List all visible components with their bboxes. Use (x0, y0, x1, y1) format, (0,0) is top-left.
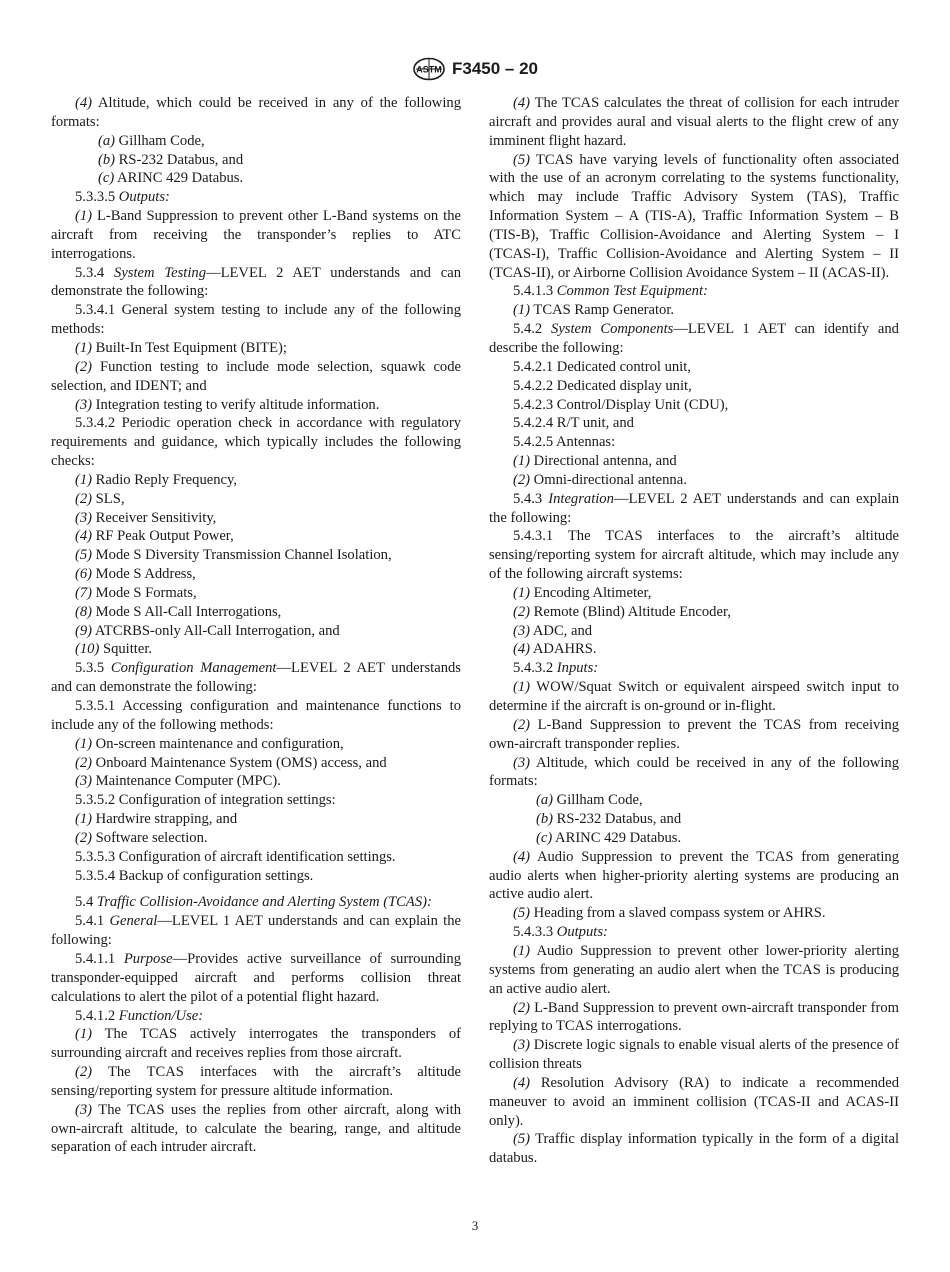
paragraph (489, 301, 899, 320)
list-marker: (5) (75, 547, 93, 564)
paragraph-text: Hardwire strapping, and (92, 811, 238, 828)
paragraph (51, 94, 461, 132)
paragraph-text: Function testing to include mode selection, squawk code selection, and IDENT; and (51, 358, 461, 394)
list-marker: (5) (513, 151, 531, 168)
section-heading: System Components (551, 321, 674, 338)
paragraph-text: Built-In Test Equipment (BITE); (92, 339, 287, 356)
list-marker: (1) (513, 942, 531, 959)
astm-logo-icon (412, 57, 446, 81)
paragraph-text: Discrete logic signals to enable visual alerts of the presence of collision threats (489, 1037, 899, 1073)
list-marker: (2) (75, 1064, 93, 1081)
paragraph (51, 1063, 461, 1101)
list-marker: (9) (75, 622, 93, 639)
section-number: 5.4.3.2 (513, 660, 557, 677)
list-marker: (1) (75, 339, 93, 356)
paragraph-text: Control/Display Unit (CDU), (556, 396, 729, 413)
list-marker: (10) (75, 641, 100, 658)
paragraph (51, 358, 461, 396)
paragraph-text: Configuration of aircraft identification settings. (118, 848, 396, 865)
paragraph (51, 640, 461, 659)
left-column (51, 94, 461, 1157)
paragraph (51, 1007, 461, 1026)
section-number: 5.4.2.3 (513, 396, 557, 413)
section-number: 5.4.1.2 (75, 1007, 119, 1024)
list-marker: (7) (75, 584, 93, 601)
paragraph-text: —LEVEL 2 AET understands and can demonstrate the following: (51, 660, 461, 696)
paragraph (51, 829, 461, 848)
paragraph (51, 471, 461, 490)
section-number: 5.3.5.2 (75, 792, 119, 809)
list-marker: (3) (513, 622, 531, 639)
list-marker: (a) (98, 132, 116, 149)
list-marker: (2) (513, 603, 531, 620)
paragraph (489, 358, 899, 377)
paragraph-text: Mode S Diversity Transmission Channel Isolation, (92, 547, 392, 564)
paragraph (489, 791, 899, 810)
section-number: 5.4.3.1 (513, 528, 568, 545)
list-marker: (1) (513, 679, 531, 696)
paragraph (489, 282, 899, 301)
paragraph-text: Squitter. (99, 641, 153, 658)
paragraph (51, 791, 461, 810)
list-marker: (4) (75, 95, 93, 111)
paragraph-text: On-screen maintenance and configuration, (92, 735, 344, 752)
section-number: 5.3.5 (75, 660, 111, 677)
paragraph-text: ADC, and (530, 622, 593, 639)
paragraph (489, 584, 899, 603)
list-marker: (1) (75, 735, 93, 752)
paragraph (51, 301, 461, 339)
paragraph-text: Maintenance Computer (MPC). (92, 773, 281, 790)
paragraph (489, 1074, 899, 1131)
paragraph-text: The TCAS calculates the threat of collision for each intruder aircraft and provides aural and visual alerts to the flight crew of any imminent flight hazard. (489, 95, 899, 149)
paragraph (489, 659, 899, 678)
paragraph-text: L-Band Suppression to prevent own-aircraft transponder from replying to TCAS interrogations. (489, 999, 899, 1035)
paragraph-text: Gillham Code, (115, 132, 205, 149)
paragraph (51, 603, 461, 622)
list-marker: (3) (513, 754, 531, 771)
paragraph (51, 132, 461, 151)
paragraph (51, 754, 461, 773)
list-marker: (c) (98, 170, 115, 187)
paragraph (51, 810, 461, 829)
paragraph (489, 1130, 899, 1168)
paragraph (51, 207, 461, 264)
paragraph (489, 151, 899, 283)
paragraph-text: ADAHRS. (530, 641, 597, 658)
paragraph (51, 1101, 461, 1158)
document-designation: F3450 – 20 (451, 59, 538, 78)
section-number: 5.4.2 (513, 321, 552, 338)
paragraph (489, 396, 899, 415)
paragraph (489, 603, 899, 622)
section-number: 5.4.1.1 (75, 950, 124, 967)
section-heading: Integration (548, 490, 614, 507)
section-number: 5.4.2.4 (513, 415, 557, 432)
paragraph-text: L-Band Suppression to prevent other L-Band systems on the aircraft from receiving the transponder’s replies to ATC interrogations. (51, 208, 461, 262)
paragraph-text: The TCAS actively interrogates the transponders of surrounding aircraft and receives replies from those aircraft. (51, 1026, 461, 1062)
list-marker: (3) (75, 1101, 93, 1118)
paragraph (489, 433, 899, 452)
list-marker: (1) (513, 453, 531, 470)
section-heading: Function/Use: (118, 1007, 204, 1024)
list-marker: (4) (513, 95, 531, 111)
section-number: 5.4.2.1 (513, 358, 557, 375)
paragraph (51, 697, 461, 735)
list-marker: (c) (536, 829, 553, 846)
list-marker: (3) (75, 396, 93, 413)
paragraph-text: Receiver Sensitivity, (92, 509, 217, 526)
paragraph-text: R/T unit, and (556, 415, 634, 432)
paragraph-text: Altitude, which could be received in any of the following formats: (51, 95, 461, 130)
list-marker: (2) (513, 716, 531, 733)
paragraph (489, 904, 899, 923)
paragraph (51, 950, 461, 1007)
paragraph-text: —Provides active surveillance of surrounding transponder-equipped aircraft and performs collision threat calculations to alert the pilot of a potential flight hazard. (51, 950, 462, 1005)
section-heading: Traffic Collision-Avoidance and Alerting System (TCAS): (96, 894, 432, 911)
list-marker: (1) (75, 471, 93, 488)
paragraph-text: Periodic operation check in accordance with regulatory requirements and guidance, which typically includes the following checks: (51, 415, 462, 470)
paragraph (51, 659, 461, 697)
paragraph (51, 622, 461, 641)
paragraph-text: The TCAS interfaces with the aircraft’s altitude sensing/reporting system for pressure altitude information. (51, 1064, 461, 1099)
list-marker: (4) (513, 1074, 531, 1091)
list-marker: (3) (75, 773, 93, 790)
paragraph (51, 1025, 461, 1063)
list-marker: (3) (513, 1037, 531, 1054)
list-marker: (4) (513, 848, 531, 865)
paragraph (51, 527, 461, 546)
paragraph (51, 414, 461, 471)
section-number: 5.4.3.3 (513, 924, 557, 941)
paragraph-text: Mode S All-Call Interrogations, (92, 603, 282, 620)
paragraph (51, 912, 461, 950)
paragraph (489, 377, 899, 396)
section-heading: Outputs: (118, 189, 170, 206)
list-marker: (2) (513, 471, 531, 488)
paragraph-text: —LEVEL 1 AET can identify and describe the following: (489, 321, 899, 356)
paragraph (489, 754, 899, 792)
list-marker: (a) (536, 792, 554, 809)
paragraph-text: Remote (Blind) Altitude Encoder, (530, 603, 731, 620)
section-heading: Outputs: (556, 924, 608, 941)
paragraph (51, 584, 461, 603)
paragraph (51, 188, 461, 207)
paragraph (489, 999, 899, 1037)
paragraph-text: RS-232 Databus, and (115, 151, 244, 168)
paragraph (489, 923, 899, 942)
paragraph (489, 527, 899, 584)
list-marker: (2) (75, 358, 93, 375)
paragraph (489, 640, 899, 659)
paragraph (51, 735, 461, 754)
paragraph (489, 829, 899, 848)
section-heading: Purpose (123, 950, 173, 967)
paragraph (489, 810, 899, 829)
paragraph-text: Integration testing to verify altitude information. (92, 396, 380, 413)
paragraph (489, 490, 899, 528)
paragraph-text: Software selection. (92, 829, 208, 846)
section-number: 5.3.5.1 (75, 698, 123, 714)
list-marker: (4) (75, 528, 93, 545)
paragraph-text: WOW/Squat Switch or equivalent airspeed switch input to determine if the aircraft is on-ground or in-flight. (489, 679, 899, 714)
paragraph-text: Radio Reply Frequency, (92, 471, 237, 488)
paragraph-text: RS-232 Databus, and (553, 811, 682, 828)
section-number: 5.4.1 (75, 913, 110, 930)
section-heading: General (109, 913, 158, 930)
section-number: 5.3.5.4 (75, 867, 119, 884)
list-marker: (2) (75, 490, 93, 507)
page-header (0, 56, 950, 82)
paragraph-text: General system testing to include any of the following methods: (51, 302, 462, 338)
paragraph-text: Gillham Code, (553, 792, 643, 809)
list-marker: (1) (513, 584, 531, 601)
paragraph-text: Mode S Address, (92, 566, 196, 583)
paragraph-text: The TCAS interfaces to the aircraft’s altitude sensing/reporting system for aircraft altitude, which may include any of the following aircraft systems: (489, 528, 899, 583)
right-column (489, 94, 899, 1168)
paragraph-text: RF Peak Output Power, (92, 528, 234, 545)
section-number: 5.3.5.3 (75, 848, 119, 865)
paragraph (51, 546, 461, 565)
paragraph-text: —LEVEL 1 AET understands and can explain the following: (51, 913, 461, 949)
paragraph (51, 565, 461, 584)
paragraph-text: —LEVEL 2 AET understands and can demonstrate the following: (51, 264, 461, 300)
paragraph (489, 716, 899, 754)
paragraph (489, 471, 899, 490)
paragraph-text: Directional antenna, and (530, 453, 677, 470)
list-marker: (b) (98, 151, 116, 168)
list-marker: (1) (513, 302, 531, 319)
paragraph-text: Resolution Advisory (RA) to indicate a recommended maneuver to avoid an imminent collision (TCAS-II and ACAS-II only). (489, 1074, 899, 1129)
paragraph-text: TCAS have varying levels of functionality often associated with the use of an acronym correlating to the systems functionality, which may include Traffic Advisory System (TAS), Traffic Information System – A (TIS-A), Traffic Information System – B (TIS-B), Traffic Collision-Avoidance and Alerting System – I (TCAS-I), Traffic Collision-Avoidance and Alerting System – II (TCAS-II), or Airborne Collision Avoidance System – II (ACAS-II). (489, 151, 899, 281)
paragraph (489, 622, 899, 641)
list-marker: (2) (75, 754, 93, 771)
paragraph (489, 1036, 899, 1074)
list-marker: (b) (536, 811, 554, 828)
paragraph-text: The TCAS uses the replies from other aircraft, along with own-aircraft altitude, to calculate the bearing, range, and altitude separation of each intruder aircraft. (51, 1101, 461, 1156)
paragraph (489, 414, 899, 433)
section-heading: Inputs: (556, 660, 599, 677)
paragraph (51, 772, 461, 791)
paragraph-text: Audio Suppression to prevent other lower-priority alerting systems from generating an audio alert when the TCAS is producing an active audio alert. (489, 942, 899, 997)
paragraph-text: Audio Suppression to prevent the TCAS from generating audio alerts when higher-priority alerting systems are producing an active audio alert. (489, 848, 899, 903)
section-number: 5.3.3.5 (75, 189, 119, 206)
list-marker: (3) (75, 509, 93, 526)
paragraph (51, 848, 461, 867)
paragraph (51, 893, 461, 912)
paragraph-text: Heading from a slaved compass system or AHRS. (530, 905, 826, 922)
paragraph (51, 339, 461, 358)
paragraph-text: L-Band Suppression to prevent the TCAS from receiving own-aircraft transponder replies. (489, 716, 899, 752)
section-number: 5.3.4 (75, 264, 115, 281)
list-marker: (5) (513, 905, 531, 922)
paragraph (489, 848, 899, 905)
paragraph-text: Dedicated display unit, (556, 377, 692, 394)
paragraph-text: SLS, (92, 490, 125, 507)
list-marker: (8) (75, 603, 93, 620)
paragraph (51, 151, 461, 170)
paragraph-text: ARINC 429 Databus. (114, 170, 244, 187)
paragraph-text: Mode S Formats, (92, 584, 197, 601)
paragraph-text: Altitude, which could be received in any of the following formats: (489, 754, 899, 790)
paragraph-text: Backup of configuration settings. (118, 867, 314, 884)
paragraph (489, 942, 899, 999)
paragraph (51, 509, 461, 528)
paragraph (51, 169, 461, 188)
paragraph-text: Configuration of integration settings: (118, 792, 336, 809)
section-heading: Configuration Management (110, 660, 277, 677)
paragraph-text: Omni-directional antenna. (530, 471, 687, 488)
section-number: 5.4.3 (513, 490, 549, 507)
paragraph-text: —LEVEL 2 AET understands and can explain the following: (489, 490, 899, 526)
list-marker: (2) (75, 829, 93, 846)
paragraph-text: Onboard Maintenance System (OMS) access, and (92, 754, 387, 771)
paragraph-text: Traffic display information typically in the form of a digital databus. (489, 1131, 899, 1167)
section-heading: Common Test Equipment: (556, 283, 708, 300)
section-number: 5.3.4.1 (75, 302, 122, 319)
svg-text:ASTM: ASTM (416, 64, 442, 75)
paragraph-text: Antennas: (555, 434, 616, 451)
section-number: 5.4.2.5 (513, 434, 556, 451)
list-marker: (1) (75, 1026, 93, 1043)
paragraph-text: Encoding Altimeter, (530, 584, 652, 601)
paragraph (489, 320, 899, 358)
paragraph (51, 867, 461, 886)
paragraph-text: ARINC 429 Databus. (552, 829, 682, 846)
list-marker: (1) (75, 208, 93, 225)
paragraph (489, 678, 899, 716)
paragraph-text: ATCRBS-only All-Call Interrogation, and (92, 622, 340, 639)
section-number: 5.3.4.2 (75, 415, 122, 432)
paragraph (51, 264, 461, 302)
section-number: 5.4.2.2 (513, 377, 557, 394)
page-number: 3 (471, 1218, 479, 1233)
paragraph (51, 490, 461, 509)
section-number: 5.4 (75, 894, 97, 911)
section-heading: System Testing (114, 264, 206, 281)
paragraph-text: TCAS Ramp Generator. (530, 302, 675, 319)
paragraph-text: Accessing configuration and maintenance functions to include any of the following methods: (51, 698, 461, 733)
paragraph-text: Dedicated control unit, (556, 358, 691, 375)
paragraph (489, 94, 899, 151)
paragraph (489, 452, 899, 471)
paragraph (51, 396, 461, 415)
section-number: 5.4.1.3 (513, 283, 557, 300)
list-marker: (4) (513, 641, 531, 658)
list-marker: (2) (513, 999, 531, 1016)
list-marker: (6) (75, 566, 93, 583)
list-marker: (1) (75, 811, 93, 828)
list-marker: (5) (513, 1131, 531, 1148)
